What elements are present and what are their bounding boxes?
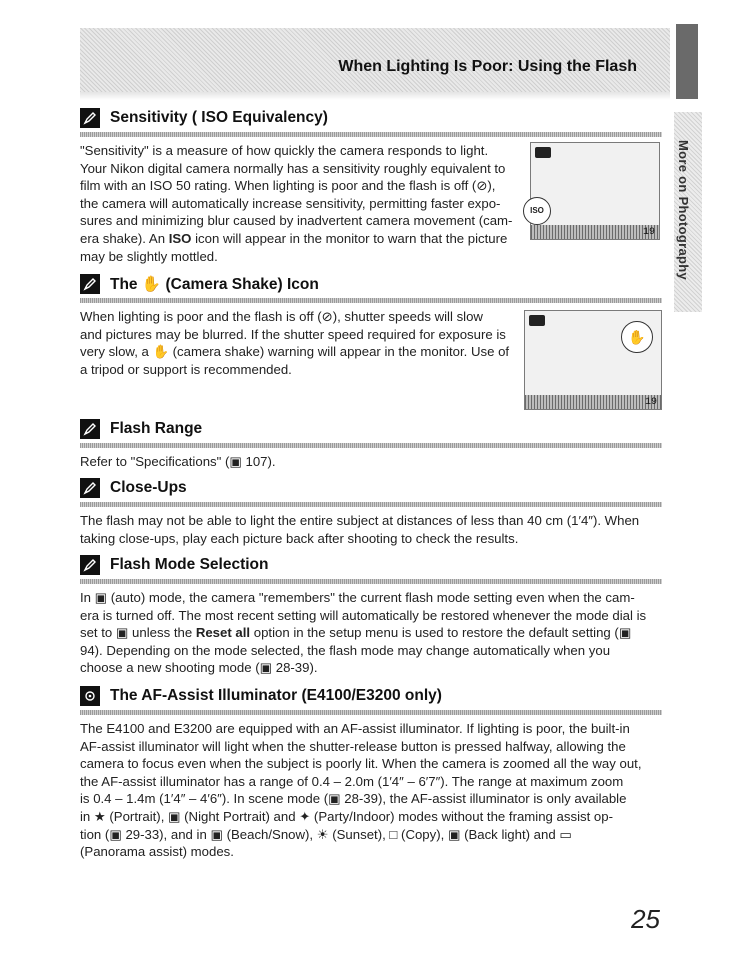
section-af-assist bbox=[80, 684, 662, 861]
monitor-status-bar bbox=[531, 225, 659, 239]
text-run: icon will appear in the monitor to warn that the picture bbox=[191, 230, 508, 246]
text-line: Your Nikon digital camera normally has a sensitivity roughly equivalent to bbox=[80, 160, 506, 176]
text-line: choose a new shooting mode (▣ 28-39). bbox=[80, 660, 318, 676]
section-title: Flash Mode Selection bbox=[110, 556, 269, 573]
section-title: Close-Ups bbox=[110, 479, 187, 496]
section-body bbox=[80, 512, 662, 547]
note-icon bbox=[80, 478, 100, 498]
text-line: taking close-ups, play each picture back after shooting to check the results. bbox=[80, 530, 519, 546]
text-line: is 0.4 – 1.4m (1′4″ – 4′6″). In scene mode (▣ 28-39), the AF-assist illuminator is only available bbox=[80, 791, 627, 807]
camera-mode-icon bbox=[529, 315, 545, 326]
text-line: and pictures may be blurred. If the shutter speed required for exposure is bbox=[80, 326, 506, 342]
text-line: (Panorama assist) modes. bbox=[80, 844, 234, 860]
text-line: When lighting is poor and the flash is off (⊘), shutter speeds will slow bbox=[80, 309, 483, 324]
section-body bbox=[80, 720, 662, 861]
text-run: option in the setup menu is used to restore the default setting (▣ bbox=[250, 625, 632, 641]
iso-term: ISO bbox=[168, 230, 192, 246]
section-rule bbox=[80, 132, 662, 137]
section-rule bbox=[80, 502, 662, 507]
text-line: The E4100 and E3200 are equipped with an AF-assist illuminator. If lighting is poor, the built-in bbox=[80, 721, 630, 736]
text-line bbox=[80, 230, 518, 248]
text-line: AF-assist illuminator will light when the shutter-release button is pressed halfway, allowing the bbox=[80, 738, 626, 754]
text-line: camera to focus even when the subject is poorly lit. When the camera is zoomed all the way out, bbox=[80, 756, 642, 772]
section-flash-mode bbox=[80, 553, 662, 677]
text-line: the AF-assist illuminator has a range of 0.4 – 2.0m (1′4″ – 6′7″). The range at maximum zoom bbox=[80, 773, 624, 789]
text-line: film with an ISO 50 rating. When lighting is poor and the flash is off (⊘), bbox=[80, 178, 496, 194]
text-line: era is turned off. The most recent setting will automatically be restored whenever the mode dial is bbox=[80, 607, 647, 623]
text-line: In ▣ (auto) mode, the camera "remembers" the current flash mode setting even when the cam- bbox=[80, 590, 635, 605]
page-number: 25 bbox=[631, 904, 660, 934]
side-tab-label: More on Photography bbox=[676, 140, 691, 281]
section-rule bbox=[80, 710, 662, 715]
text-line: may be slightly mottled. bbox=[80, 248, 218, 264]
chapter-tab-marker bbox=[676, 24, 698, 99]
text-run: era shake). An bbox=[80, 230, 169, 246]
text-line: the camera will automatically increase sensitivity, permitting faster expo- bbox=[80, 195, 501, 211]
monitor-status-bar bbox=[525, 395, 661, 409]
section-body bbox=[80, 589, 662, 677]
section-rule bbox=[80, 579, 662, 584]
frame-count: 19 bbox=[644, 397, 657, 408]
iso-warning-icon: ISO bbox=[523, 197, 551, 225]
note-icon bbox=[80, 274, 100, 294]
monitor-illustration-iso bbox=[530, 142, 660, 240]
note-icon bbox=[80, 555, 100, 575]
section-flash-range bbox=[80, 417, 662, 471]
text-line: tion (▣ 29-33), and in ▣ (Beach/Snow), ☀ (Sunset), □ (Copy), ▣ (Back light) and ▭ bbox=[80, 826, 572, 842]
text-line: a tripod or support is recommended. bbox=[80, 361, 292, 377]
af-assist-icon bbox=[80, 686, 100, 706]
header-fade bbox=[80, 92, 670, 100]
section-title: Sensitivity ( ISO Equivalency) bbox=[110, 109, 328, 126]
text-run: set to ▣ unless the bbox=[80, 625, 196, 641]
text-line: 94). Depending on the mode selected, the flash mode may change automatically when you bbox=[80, 642, 611, 658]
section-close-ups bbox=[80, 476, 662, 547]
note-icon bbox=[80, 108, 100, 128]
text-line: in ★ (Portrait), ▣ (Night Portrait) and ✦ (Party/Indoor) modes without the framing assist op- bbox=[80, 808, 613, 824]
section-rule bbox=[80, 298, 662, 303]
section-title: Flash Range bbox=[110, 420, 203, 437]
frame-count: 19 bbox=[642, 227, 655, 238]
section-body bbox=[80, 308, 518, 378]
section-body bbox=[80, 142, 518, 265]
text-line: sures and minimizing blur caused by inadvertent camera movement (cam- bbox=[80, 213, 513, 229]
text-line: "Sensitivity" is a measure of how quickly the camera responds to light. bbox=[80, 143, 489, 158]
page-header-title: When Lighting Is Poor: Using the Flash bbox=[338, 58, 637, 75]
reset-all-term: Reset all bbox=[195, 625, 251, 641]
section-rule bbox=[80, 443, 662, 448]
text-line: Refer to "Specifications" (▣ 107). bbox=[80, 454, 276, 469]
section-title: The ✋ (Camera Shake) Icon bbox=[110, 275, 319, 293]
text-line: very slow, a ✋ (camera shake) warning will appear in the monitor. Use of bbox=[80, 344, 510, 360]
section-title: The AF-Assist Illuminator (E4100/E3200 only) bbox=[110, 687, 442, 704]
text-line bbox=[80, 624, 662, 642]
camera-shake-warning-icon: ✋ bbox=[621, 321, 653, 353]
text-line: The flash may not be able to light the entire subject at distances of less than 40 cm (1′4″). When bbox=[80, 513, 640, 528]
camera-mode-icon bbox=[535, 147, 551, 158]
section-body bbox=[80, 453, 662, 471]
note-icon bbox=[80, 419, 100, 439]
monitor-illustration-shake bbox=[524, 310, 662, 410]
